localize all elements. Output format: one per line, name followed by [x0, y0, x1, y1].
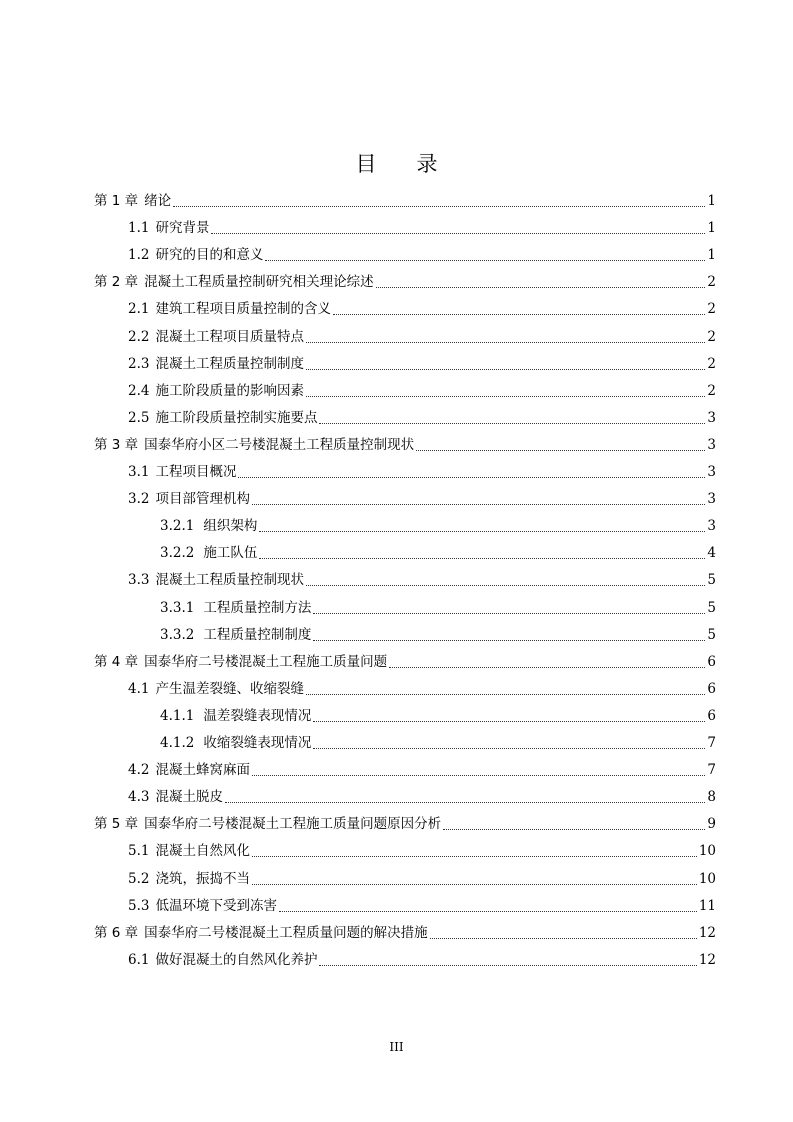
- toc-leader-dots: [430, 938, 697, 939]
- toc-entry-number: 第 4 章: [94, 653, 139, 670]
- toc-entry-number: 2.3: [128, 355, 150, 372]
- toc-entry-title: 施工阶段质量控制实施要点: [155, 409, 318, 426]
- toc-entry-page: 11: [698, 897, 716, 914]
- toc-leader-dots: [252, 884, 697, 885]
- toc-section-entry[interactable]: [128, 215, 716, 242]
- toc-entry-title: 浇筑，振捣不当: [155, 870, 250, 887]
- toc-entry-page: 6: [707, 707, 716, 724]
- toc-entry-title: 混凝土工程质量控制现状: [155, 572, 304, 589]
- toc-chapter-entry[interactable]: [94, 811, 716, 838]
- toc-entry-number: 第 6 章: [94, 924, 139, 941]
- toc-section-entry[interactable]: [160, 622, 716, 649]
- toc-leader-dots: [173, 206, 705, 207]
- toc-section-entry[interactable]: [128, 459, 716, 486]
- toc-chapter-entry[interactable]: [94, 920, 716, 947]
- toc-entry-title: 混凝土自然风化: [155, 843, 250, 860]
- title-char-2: 录: [416, 152, 438, 176]
- toc-leader-dots: [211, 233, 705, 234]
- toc-entry-number: 2.5: [128, 409, 150, 426]
- toc-entry-title: 研究的目的和意义: [155, 247, 264, 264]
- toc-section-entry[interactable]: [160, 595, 716, 622]
- toc-entry-page: 12: [698, 924, 716, 941]
- toc-section-entry[interactable]: [128, 324, 716, 351]
- toc-entry-title: 国泰华府二号楼混凝土工程质量问题的解决措施: [144, 924, 428, 941]
- toc-entry-title: 项目部管理机构: [155, 491, 250, 508]
- toc-entry-page: 2: [707, 382, 716, 399]
- toc-entry-title: 施工阶段质量的影响因素: [155, 382, 304, 399]
- toc-entry-number: 3.3: [128, 572, 150, 589]
- toc-leader-dots: [389, 667, 705, 668]
- toc-chapter-entry[interactable]: [94, 269, 716, 296]
- toc-entry-number: 4.1: [128, 680, 150, 697]
- toc-entry-title: 收缩裂缝表现情况: [203, 735, 312, 751]
- toc-entry-number: 4.1.1: [160, 707, 195, 724]
- toc-leader-dots: [313, 640, 705, 641]
- toc-section-entry[interactable]: [160, 730, 716, 757]
- toc-entry-title: 国泰华府小区二号楼混凝土工程质量控制现状: [144, 436, 415, 453]
- toc-entry-number: 第 3 章: [94, 436, 139, 453]
- toc-entry-title: 国泰华府二号楼混凝土工程施工质量问题原因分析: [144, 816, 442, 833]
- toc-entry-title: 混凝土工程质量控制研究相关理论综述: [144, 274, 374, 291]
- toc-entry-page: 5: [707, 572, 716, 589]
- toc-entry-page: 1: [707, 247, 716, 264]
- toc-entry-title: 产生温差裂缝、收缩裂缝: [155, 680, 304, 697]
- toc-entry-page: 3: [707, 491, 716, 508]
- toc-leader-dots: [306, 694, 705, 695]
- toc-entry-title: 工程质量控制制度: [203, 626, 312, 643]
- toc-section-entry[interactable]: [128, 838, 716, 865]
- toc-section-entry[interactable]: [128, 378, 716, 405]
- toc-chapter-entry[interactable]: [94, 432, 716, 459]
- toc-leader-dots: [376, 287, 705, 288]
- toc-leader-dots: [259, 531, 705, 532]
- toc-leader-dots: [306, 585, 705, 586]
- toc-entry-number: 第 2 章: [94, 274, 139, 291]
- toc-section-entry[interactable]: [160, 513, 716, 540]
- toc-leader-dots: [306, 369, 705, 370]
- toc-entry-number: 4.2: [128, 762, 150, 779]
- title-char-1: 目: [355, 152, 377, 176]
- toc-entry-number: 2.1: [128, 301, 150, 318]
- toc-entry-page: 6: [707, 653, 716, 670]
- toc-section-entry[interactable]: [128, 296, 716, 323]
- toc-entry-number: 3.2.2: [160, 545, 195, 562]
- toc-leader-dots: [333, 314, 705, 315]
- toc-entry-number: 5.1: [128, 843, 150, 860]
- toc-entry-title: 工程质量控制方法: [203, 599, 312, 616]
- toc-section-entry[interactable]: [160, 703, 716, 730]
- toc-entry-page: 2: [707, 301, 716, 318]
- toc-section-entry[interactable]: [128, 893, 716, 920]
- toc-leader-dots: [259, 558, 705, 559]
- toc-entry-title: 建筑工程项目质量控制的含义: [155, 301, 331, 318]
- toc-leader-dots: [313, 748, 705, 749]
- toc-entry-page: 4: [707, 545, 716, 562]
- toc-entry-page: 8: [707, 789, 716, 806]
- toc-entry-page: 1: [707, 220, 716, 237]
- toc-section-entry[interactable]: [128, 567, 716, 594]
- toc-entry-page: 10: [698, 843, 716, 860]
- toc-entry-page: 5: [707, 626, 716, 643]
- toc-leader-dots: [313, 613, 705, 614]
- toc-leader-dots: [225, 802, 705, 803]
- toc-entry-page: 1: [707, 193, 716, 209]
- toc-entry-page: 12: [698, 951, 716, 968]
- toc-entry-number: 3.2: [128, 491, 150, 508]
- toc-entry-title: 做好混凝土的自然风化养护: [155, 951, 318, 968]
- toc-entry-number: 5.2: [128, 870, 150, 887]
- toc-leader-dots: [279, 911, 697, 912]
- toc-entry-page: 6: [707, 680, 716, 697]
- page-title: [0, 148, 793, 178]
- toc-section-entry[interactable]: [128, 351, 716, 378]
- toc-entry-number: 1.2: [128, 247, 150, 264]
- toc-entry-page: 2: [707, 274, 716, 291]
- toc-entry-page: 7: [707, 762, 716, 779]
- toc-entry-page: 9: [707, 816, 716, 833]
- toc-entry-title: 组织架构: [203, 518, 258, 535]
- toc-entry-number: 4.3: [128, 789, 150, 806]
- toc-entry-number: 1.1: [128, 220, 150, 237]
- toc-entry-number: 3.3.2: [160, 626, 195, 643]
- toc-entry-page: 3: [707, 518, 716, 535]
- toc-entry-number: 第 1 章: [94, 193, 139, 209]
- toc-section-entry[interactable]: [128, 947, 716, 974]
- toc-section-entry[interactable]: [128, 486, 716, 513]
- toc-leader-dots: [265, 260, 705, 261]
- toc-entry-number: 第 5 章: [94, 816, 139, 833]
- toc-entry-page: 2: [707, 328, 716, 345]
- toc-leader-dots: [306, 396, 705, 397]
- toc-entry-page: 3: [707, 464, 716, 480]
- toc-entry-number: 4.1.2: [160, 735, 195, 751]
- toc-leader-dots: [319, 965, 696, 966]
- toc-entry-title: 绪论: [144, 193, 172, 209]
- toc-entry-title: 混凝土工程项目质量特点: [155, 328, 304, 345]
- toc-entry-page: 7: [707, 735, 716, 751]
- toc-leader-dots: [252, 856, 697, 857]
- toc-section-entry[interactable]: [128, 757, 716, 784]
- toc-entry-number: 6.1: [128, 951, 150, 968]
- toc-leader-dots: [252, 504, 705, 505]
- toc-entry-page: 5: [707, 599, 716, 616]
- toc-section-entry[interactable]: [128, 405, 716, 432]
- toc-section-entry[interactable]: [128, 676, 716, 703]
- toc-entry-number: 3.2.1: [160, 518, 195, 535]
- toc-entry-page: 3: [707, 436, 716, 453]
- toc-leader-dots: [416, 450, 705, 451]
- toc-entry-title: 混凝土蜂窝麻面: [155, 762, 250, 779]
- toc-entry-title: 低温环境下受到冻害: [155, 897, 277, 914]
- toc-entry-page: 3: [707, 409, 716, 426]
- toc-leader-dots: [313, 721, 705, 722]
- toc-entry-title: 温差裂缝表现情况: [203, 707, 312, 724]
- toc-leader-dots: [443, 829, 705, 830]
- page-number: III: [389, 1040, 404, 1054]
- toc-section-entry[interactable]: [128, 242, 716, 269]
- toc-entry-number: 3.3.1: [160, 599, 195, 616]
- toc-entry-title: 混凝土工程质量控制制度: [155, 355, 304, 372]
- toc-leader-dots: [252, 775, 705, 776]
- toc-leader-dots: [238, 477, 705, 478]
- toc-section-entry[interactable]: [128, 866, 716, 893]
- toc-entry-title: 混凝土脱皮: [155, 789, 223, 806]
- toc-entry-number: 2.2: [128, 328, 150, 345]
- toc-leader-dots: [306, 342, 705, 343]
- toc-section-entry[interactable]: [160, 540, 716, 567]
- toc-entry-title: 施工队伍: [203, 545, 258, 562]
- toc-entry-number: 2.4: [128, 382, 150, 399]
- toc-chapter-entry[interactable]: [94, 649, 716, 676]
- toc-entry-title: 工程项目概况: [155, 464, 237, 480]
- toc-entry-page: 2: [707, 355, 716, 372]
- toc-entry-title: 研究背景: [155, 220, 210, 237]
- toc-leader-dots: [319, 423, 705, 424]
- toc-chapter-entry[interactable]: [94, 188, 716, 215]
- toc-entry-page: 10: [698, 870, 716, 887]
- toc-entry-title: 国泰华府二号楼混凝土工程施工质量问题: [144, 653, 388, 670]
- toc-entry-number: 3.1: [128, 464, 150, 480]
- toc-entry-number: 5.3: [128, 897, 150, 914]
- toc-section-entry[interactable]: [128, 784, 716, 811]
